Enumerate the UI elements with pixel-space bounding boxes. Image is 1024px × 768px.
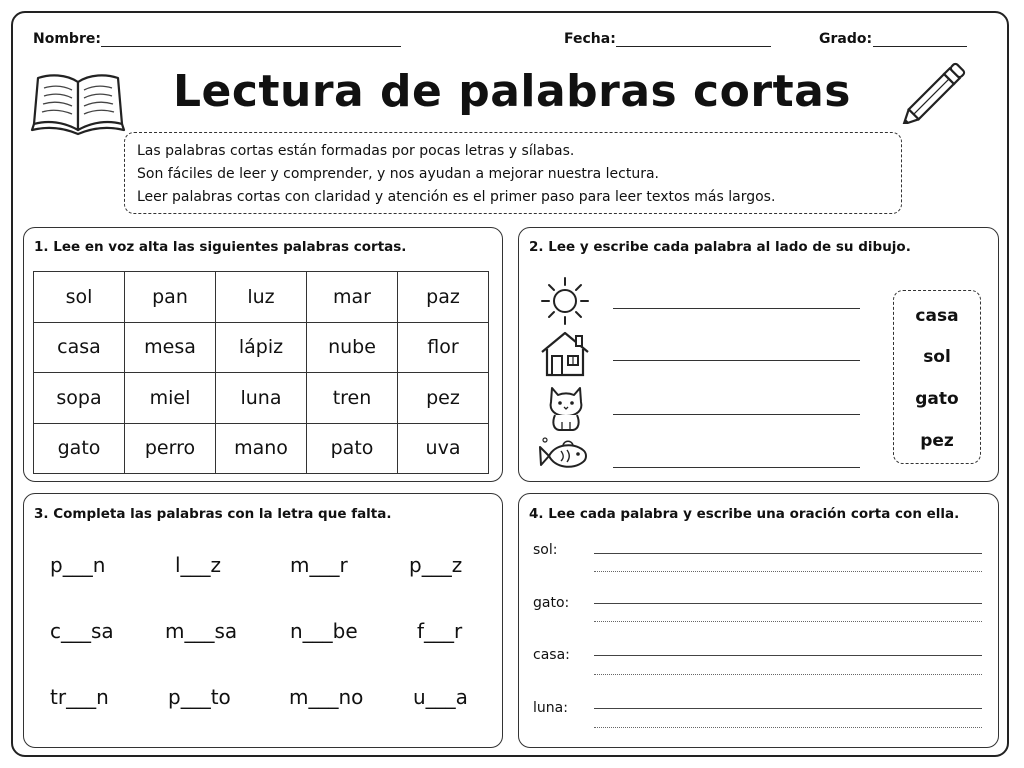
- word-bank: [893, 290, 981, 464]
- sentence-line[interactable]: [594, 708, 982, 709]
- word-cell: pato: [307, 423, 398, 474]
- word-cell: luz: [216, 272, 307, 323]
- missing-letter-word[interactable]: p___z: [409, 553, 463, 577]
- sentence-guide-line: [594, 674, 982, 675]
- sentence-word-label: luna:: [533, 700, 568, 716]
- answer-line-cat[interactable]: [613, 414, 860, 415]
- sentence-line[interactable]: [594, 603, 982, 604]
- missing-letter-word[interactable]: tr___n: [50, 685, 109, 709]
- word-cell: lápiz: [216, 322, 307, 373]
- missing-letter-word[interactable]: m___no: [289, 685, 364, 709]
- word-cell: sopa: [34, 373, 125, 424]
- section-2-panel: [518, 227, 999, 482]
- missing-letter-word[interactable]: u___a: [413, 685, 468, 709]
- word-bank-item: pez: [920, 431, 954, 451]
- word-cell: flor: [398, 322, 489, 373]
- page-title: Lectura de palabras cortas: [173, 66, 851, 117]
- missing-letter-word[interactable]: l___z: [175, 553, 222, 577]
- word-cell: paz: [398, 272, 489, 323]
- word-cell: pan: [125, 272, 216, 323]
- sentence-word-label: gato:: [533, 595, 570, 611]
- grade-label: Grado:: [819, 31, 873, 47]
- missing-letter-word[interactable]: m___sa: [165, 619, 238, 643]
- sentence-word-label: sol:: [533, 542, 558, 558]
- intro-line: Son fáciles de leer y comprender, y nos ayudan a mejorar nuestra lectura.: [137, 166, 659, 182]
- grade-field-line[interactable]: [873, 46, 967, 47]
- sun-icon: [539, 276, 591, 326]
- name-label: Nombre:: [33, 31, 101, 47]
- missing-letter-word[interactable]: n___be: [290, 619, 358, 643]
- word-cell: tren: [307, 373, 398, 424]
- word-bank-item: gato: [915, 389, 959, 409]
- intro-line: Leer palabras cortas con claridad y atención es el primer paso para leer textos más largos.: [137, 189, 776, 205]
- date-field-line[interactable]: [616, 46, 771, 47]
- word-bank-item: casa: [915, 306, 959, 326]
- missing-letter-word[interactable]: m___r: [290, 553, 348, 577]
- sentence-word-label: casa:: [533, 647, 570, 663]
- fish-icon: [537, 436, 593, 476]
- sentence-line[interactable]: [594, 553, 982, 554]
- word-bank-item: sol: [923, 347, 951, 367]
- section-1-title: 1. Lee en voz alta las siguientes palabras cortas.: [34, 239, 407, 255]
- name-field-line[interactable]: [101, 46, 401, 47]
- answer-line-house[interactable]: [613, 360, 860, 361]
- missing-letter-word[interactable]: c___sa: [50, 619, 114, 643]
- sentence-guide-line: [594, 621, 982, 622]
- sentence-line[interactable]: [594, 655, 982, 656]
- word-cell: miel: [125, 373, 216, 424]
- section-4-title: 4. Lee cada palabra y escribe una oración corta con ella.: [529, 506, 960, 522]
- house-icon: [539, 330, 591, 378]
- section-3-title: 3. Completa las palabras con la letra que falta.: [34, 506, 392, 522]
- missing-letter-word[interactable]: f___r: [417, 619, 463, 643]
- section-1-panel: [23, 227, 503, 482]
- missing-letter-word[interactable]: p___n: [50, 553, 106, 577]
- word-cell: luna: [216, 373, 307, 424]
- section-3-panel: [23, 493, 503, 748]
- cat-icon: [543, 382, 589, 432]
- word-cell: mesa: [125, 322, 216, 373]
- sentence-guide-line: [594, 727, 982, 728]
- word-cell: mano: [216, 423, 307, 474]
- sentence-guide-line: [594, 571, 982, 572]
- word-cell: mar: [307, 272, 398, 323]
- section-4-panel: [518, 493, 999, 748]
- answer-line-sun[interactable]: [613, 308, 860, 309]
- word-cell: uva: [398, 423, 489, 474]
- missing-letter-word[interactable]: p___to: [168, 685, 231, 709]
- answer-line-fish[interactable]: [613, 467, 860, 468]
- intro-box: [124, 132, 902, 214]
- word-cell: casa: [34, 322, 125, 373]
- word-cell: nube: [307, 322, 398, 373]
- word-grid: [33, 271, 489, 474]
- word-cell: pez: [398, 373, 489, 424]
- word-cell: perro: [125, 423, 216, 474]
- word-cell: sol: [34, 272, 125, 323]
- word-cell: gato: [34, 423, 125, 474]
- date-label: Fecha:: [564, 31, 616, 47]
- section-2-title: 2. Lee y escribe cada palabra al lado de su dibujo.: [529, 239, 911, 255]
- intro-line: Las palabras cortas están formadas por pocas letras y sílabas.: [137, 143, 575, 159]
